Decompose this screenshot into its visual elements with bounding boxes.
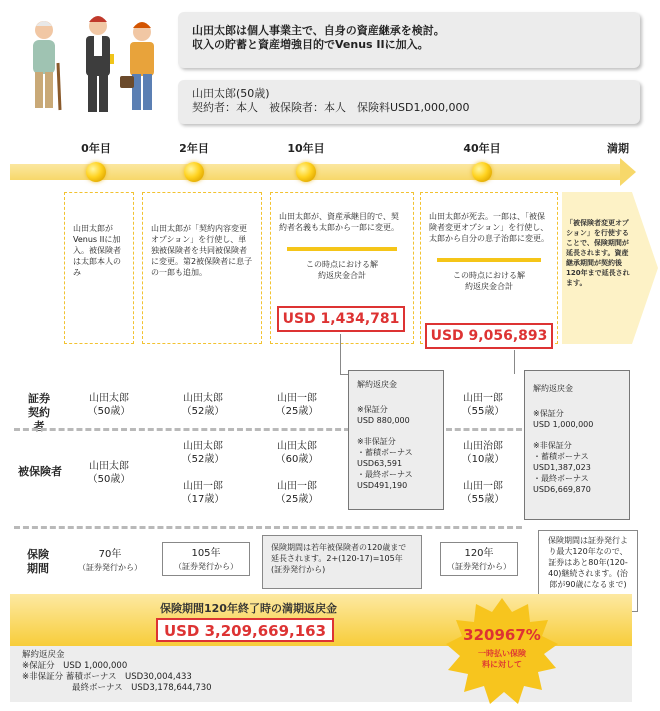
s40-final-value: USD6,669,870 (533, 485, 591, 494)
surrender-total-year40: USD 9,056,893 (425, 323, 553, 349)
period-maturity-note: 保険期間は証券発行より最大120年なので、証券はあと80年(120-40)継続されます。(治郎が90歳になるまで) (538, 530, 638, 612)
s10-final-label: ・最終ボーナス (357, 470, 413, 479)
son-figure (120, 22, 154, 110)
intro-line-2: 収入の貯蓄と資産増強目的でVenus IIに加入。 (192, 38, 429, 51)
connector-year10-h (340, 374, 348, 375)
insured-year2-a: 山田太郎（52歳） (181, 441, 225, 465)
s40-title: 解約返戻金 (533, 384, 573, 393)
insured-year2-b: 山田一郎（17歳） (181, 481, 225, 505)
result-title: 保険期間120年終了時の満期返戻金 (160, 602, 337, 615)
contractor-year2: 山田太郎（52歳） (181, 393, 225, 417)
period-year40-main: 120年 (464, 548, 494, 559)
contractor-year40: 山田一郎（55歳） (461, 393, 505, 417)
s40-final-label: ・最終ボーナス (533, 474, 589, 483)
event-box-year0 (64, 192, 134, 344)
timeline-arrow-head (620, 158, 636, 186)
event-year10-divider (287, 247, 397, 251)
event-year2-text: 山田太郎が「契約内容変更オプション」を行使し、単独被保険者を共同被保険者に変更。第2被保険者に息子の一郎も追加。 (151, 224, 253, 277)
timeline-label-40: 40年目 (463, 142, 501, 155)
timeline-label-0: 0年目 (81, 142, 111, 155)
ratio-value: 320967% (463, 626, 541, 644)
surrender-total-year10: USD 1,434,781 (277, 306, 405, 332)
insured-year10-b: 山田一郎（25歳） (275, 481, 319, 505)
result-accum: ※非保証分 蓄積ボーナス USD30,004,433 (22, 672, 192, 682)
event-year10-caption: この時点における解約返戻金合計 (306, 260, 378, 280)
period-year2-box (162, 542, 250, 576)
intro-box (178, 12, 640, 68)
s40-guaranteed-label: ※保証分 (533, 409, 564, 418)
profile-box (178, 80, 640, 124)
s10-guaranteed-label: ※保証分 (357, 405, 388, 414)
period-year0-sub: （証券発行から） (78, 563, 142, 572)
period-year0-main: 70年 (98, 549, 122, 560)
connector-year40 (514, 350, 515, 374)
result-amount: USD 3,209,669,163 (156, 618, 334, 642)
event-year40-caption: この時点における解約返戻金合計 (453, 271, 525, 291)
result-guaranteed: ※保証分 USD 1,000,000 (22, 661, 128, 671)
event-box-year2 (142, 192, 262, 344)
s10-accum-label: ・蓄積ボーナス (357, 448, 413, 457)
insured-year0: 山田太郎（50歳） (87, 461, 131, 485)
s40-nonguaranteed-label: ※非保証分 (533, 441, 572, 450)
row-label-contractor: 証券契約者 (28, 392, 50, 433)
row-separator-1b (446, 428, 522, 431)
period-year2-sub: （証券発行から） (174, 562, 238, 571)
s10-final-value: USD491,190 (357, 481, 408, 490)
event-year0-text: 山田太郎がVenus IIに加入。被保険者は太郎本人のみ (73, 224, 121, 277)
event-year40-divider (437, 258, 541, 262)
row-label-insured: 被保険者 (18, 465, 62, 478)
result-breakdown-title: 解約返戻金 (22, 650, 65, 660)
intro-line-1: 山田太郎は個人事業主で、自身の資産継承を検討。 (192, 24, 445, 37)
family-illustration (16, 8, 166, 118)
insured-year40-a: 山田治郎（10歳） (461, 441, 505, 465)
father-figure (86, 16, 114, 112)
period-year0 (74, 548, 146, 574)
period-year40-box (440, 542, 518, 576)
event-box-year40 (420, 192, 558, 344)
timeline-label-2: 2年目 (179, 142, 209, 155)
connector-year10 (340, 334, 341, 374)
timeline-dot-0 (86, 162, 106, 182)
contractor-year0: 山田太郎（50歳） (87, 393, 131, 417)
s40-accum-label: ・蓄積ボーナス (533, 452, 589, 461)
contractor-year10: 山田一郎（25歳） (275, 393, 319, 417)
timeline-dot-40 (472, 162, 492, 182)
maturity-text: 「被保険者変更オプション」を行使することで、保険期間が延長されます。資産継承期間が契約後120年まで延長されます。 (566, 219, 630, 287)
event-year40-text: 山田太郎が死去。一郎は、「被保険者変更オプション」を行使し、太郎から自分の息子治郎に変更。 (429, 212, 549, 243)
insured-year10-a: 山田太郎（60歳） (275, 441, 319, 465)
profile-line-1: 山田太郎(50歳) (192, 87, 270, 100)
row-separator-2 (14, 526, 522, 529)
row-label-period: 保険期間 (27, 548, 49, 575)
period-year40-sub: （証券発行から） (447, 562, 511, 571)
s40-accum-value: USD1,387,023 (533, 463, 591, 472)
insured-year40-b: 山田一郎（55歳） (461, 481, 505, 505)
ratio-caption: 一時払い保険料に対して (478, 649, 526, 669)
surrender-breakdown-year10 (348, 370, 444, 510)
result-final: 最終ボーナス USD3,178,644,730 (72, 683, 212, 693)
s10-title: 解約返戻金 (357, 380, 397, 389)
timeline-dot-2 (184, 162, 204, 182)
s10-guaranteed-value: USD 880,000 (357, 416, 410, 425)
timeline-label-maturity: 満期 (607, 142, 629, 155)
s10-accum-value: USD63,591 (357, 459, 403, 468)
profile-line-2: 契約者：本人 被保険者：本人 保険料USD1,000,000 (192, 101, 470, 114)
period-year2-main: 105年 (191, 548, 221, 559)
grandfather-figure (33, 21, 60, 110)
s10-nonguaranteed-label: ※非保証分 (357, 437, 396, 446)
row-separator-1 (14, 428, 350, 431)
period-year10-note: 保険期間は若年被保険者の120歳まで延長されます。2+(120-17)=105年(証券発行から) (262, 535, 422, 589)
surrender-breakdown-year40 (524, 370, 630, 520)
s40-guaranteed-value: USD 1,000,000 (533, 420, 594, 429)
timeline-dot-10 (296, 162, 316, 182)
event-year10-text: 山田太郎が、資産承継目的で、契約者名義も太郎から一郎に変更。 (279, 212, 399, 232)
timeline-label-10: 10年目 (287, 142, 325, 155)
